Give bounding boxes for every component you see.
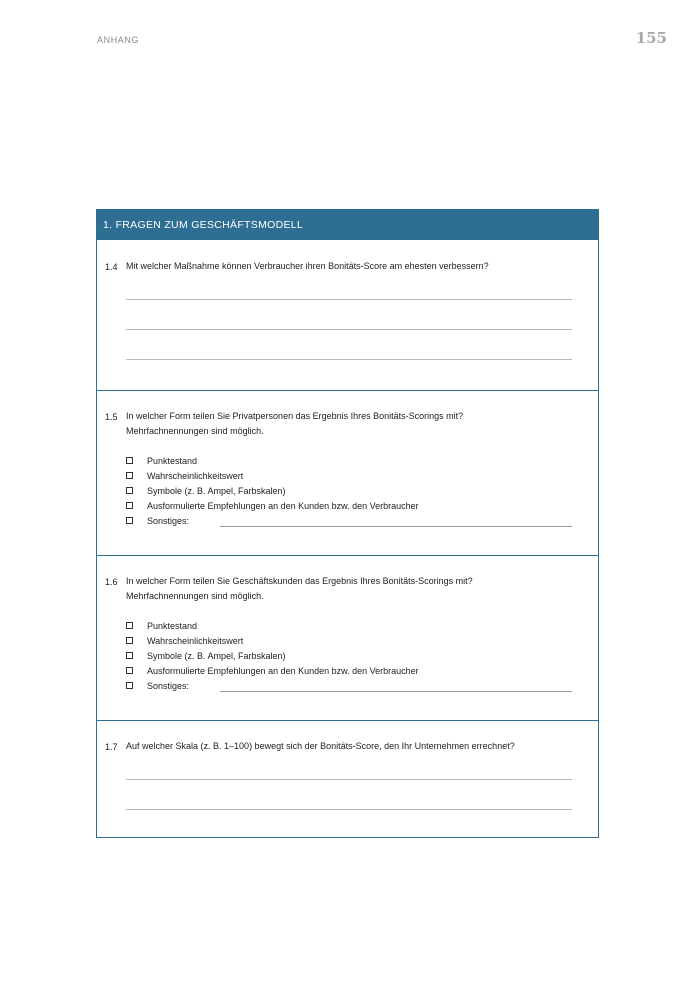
- checkbox[interactable]: [126, 457, 133, 464]
- question-number: 1.6: [105, 577, 118, 587]
- other-answer-line[interactable]: [220, 526, 572, 527]
- option-label: Sonstiges:: [147, 516, 190, 526]
- checkbox[interactable]: [126, 472, 133, 479]
- answer-line[interactable]: [126, 779, 572, 780]
- option-row: [126, 649, 572, 664]
- question-number: 1.5: [105, 412, 118, 422]
- option-row: [126, 619, 572, 634]
- answer-line[interactable]: [126, 809, 572, 810]
- question-1-6: [97, 555, 598, 721]
- checkbox[interactable]: [126, 487, 133, 494]
- answer-line[interactable]: [126, 299, 572, 300]
- answer-line[interactable]: [126, 329, 572, 330]
- checkbox[interactable]: [126, 652, 133, 659]
- question-1-5: [97, 390, 598, 556]
- question-text: In welcher Form teilen Sie Geschäftskunden das Ergebnis Ihres Bonitäts-Scorings mit?: [126, 576, 473, 586]
- question-text: Auf welcher Skala (z. B. 1–100) bewegt sich der Bonitäts-Score, den Ihr Unternehmen errechnet?: [126, 741, 515, 751]
- question-number: 1.7: [105, 742, 118, 752]
- question-note: Mehrfachnennungen sind möglich.: [126, 591, 264, 601]
- option-row: [126, 469, 572, 484]
- page-number: 155: [635, 29, 667, 47]
- option-row: [126, 679, 572, 694]
- questionnaire-form: [96, 209, 599, 838]
- option-label: Wahrscheinlichkeitswert: [147, 471, 244, 481]
- question-note: Mehrfachnennungen sind möglich.: [126, 426, 264, 436]
- question-text: In welcher Form teilen Sie Privatpersonen das Ergebnis Ihres Bonitäts-Scorings mit?: [126, 411, 464, 421]
- checkbox[interactable]: [126, 682, 133, 689]
- question-1-4: [97, 240, 598, 391]
- answer-line[interactable]: [126, 359, 572, 360]
- checkbox[interactable]: [126, 517, 133, 524]
- option-label: Ausformulierte Empfehlungen an den Kunden bzw. den Verbraucher: [147, 666, 419, 676]
- option-label: Wahrscheinlichkeitswert: [147, 636, 244, 646]
- option-label: Punktestand: [147, 621, 198, 631]
- option-row: [126, 499, 572, 514]
- other-answer-line[interactable]: [220, 691, 572, 692]
- checkbox[interactable]: [126, 637, 133, 644]
- option-row: [126, 514, 572, 529]
- checkbox[interactable]: [126, 667, 133, 674]
- option-row: [126, 664, 572, 679]
- running-head: ANHANG: [97, 35, 140, 45]
- option-label: Symbole (z. B. Ampel, Farbskalen): [147, 651, 286, 661]
- option-row: [126, 634, 572, 649]
- option-label: Punktestand: [147, 456, 198, 466]
- question-1-7: [97, 720, 598, 838]
- option-label: Symbole (z. B. Ampel, Farbskalen): [147, 486, 286, 496]
- option-row: [126, 484, 572, 499]
- option-label: Sonstiges:: [147, 681, 190, 691]
- question-text: Mit welcher Maßnahme können Verbraucher ihren Bonitäts-Score am ehesten verbessern?: [126, 261, 489, 271]
- option-row: [126, 454, 572, 469]
- option-label: Ausformulierte Empfehlungen an den Kunden bzw. den Verbraucher: [147, 501, 419, 511]
- question-number: 1.4: [105, 262, 118, 272]
- section-header: 1. FRAGEN ZUM GESCHÄFTSMODELL: [97, 210, 598, 240]
- checkbox[interactable]: [126, 502, 133, 509]
- checkbox[interactable]: [126, 622, 133, 629]
